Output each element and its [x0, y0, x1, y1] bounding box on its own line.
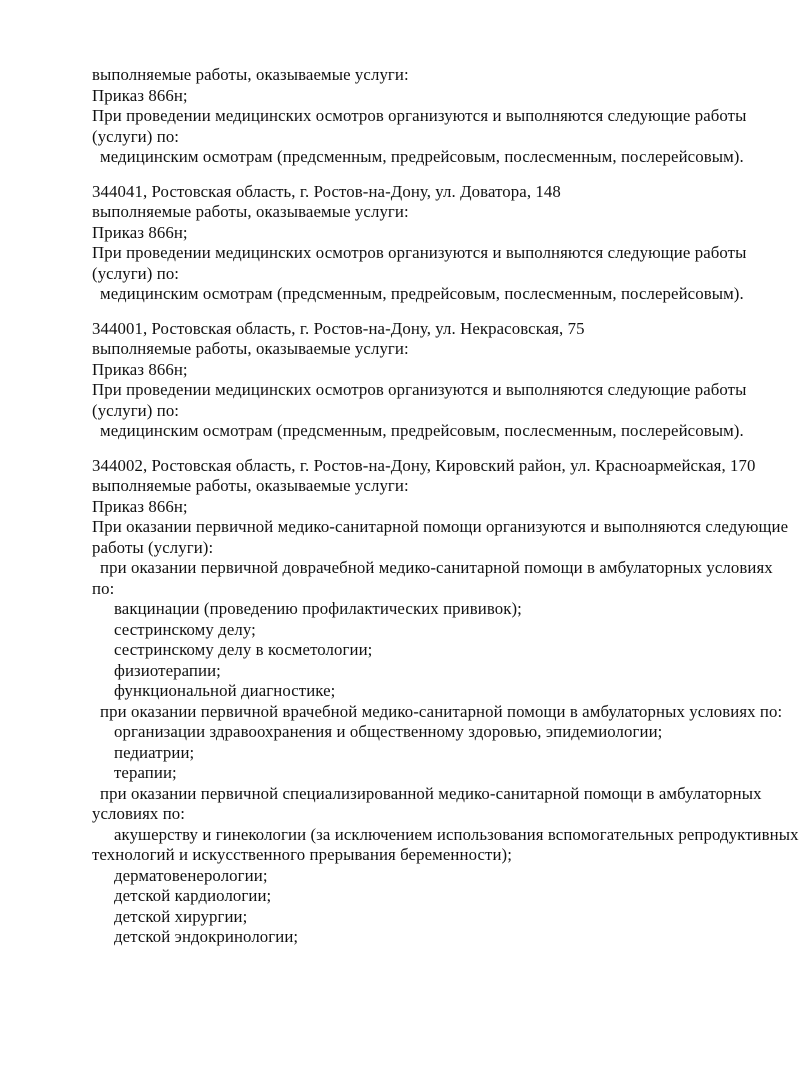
document-line: выполняемые работы, оказываемые услуги:	[92, 202, 409, 221]
document-line: При проведении медицинских осмотров организуются и выполняются следующие работы	[92, 243, 747, 262]
document-line: медицинским осмотрам (предсменным, предрейсовым, послесменным, послерейсовым).	[100, 284, 744, 303]
document-line: 344002, Ростовская область, г. Ростов-на-Дону, Кировский район, ул. Красноармейская, 170	[92, 455, 756, 475]
document-line: вакцинации (проведению профилактических прививок);	[114, 599, 522, 618]
document-line: сестринскому делу в косметологии;	[114, 640, 373, 659]
address-block-344041	[92, 182, 767, 305]
document-line: выполняемые работы, оказываемые услуги:	[92, 339, 409, 358]
document-line: Приказ 866н;	[92, 222, 188, 242]
document-line: физиотерапии;	[114, 660, 221, 680]
document-line: акушерству и гинекологии (за исключением использования вспомогательных репродуктивных	[114, 824, 799, 844]
document-line: При проведении медицинских осмотров организуются и выполняются следующие работы	[92, 380, 747, 399]
document-line: по:	[92, 578, 115, 598]
document-line: медицинским осмотрам (предсменным, предрейсовым, послесменным, послерейсовым).	[100, 421, 744, 440]
document-line: терапии;	[114, 763, 177, 782]
document-line: выполняемые работы, оказываемые услуги:	[92, 476, 409, 495]
document-line: детской кардиологии;	[114, 886, 272, 905]
document-line: 344001, Ростовская область, г. Ростов-на-Дону, ул. Некрасовская, 75	[92, 318, 585, 338]
document-line: функциональной диагностике;	[114, 681, 336, 700]
document-line: детской хирургии;	[114, 906, 248, 926]
document-line: 344041, Ростовская область, г. Ростов-на-Дону, ул. Доватора, 148	[92, 181, 561, 201]
document-line: условиях по:	[92, 804, 186, 823]
document-line: при оказании первичной доврачебной медико-санитарной помощи в амбулаторных условиях	[100, 558, 773, 577]
document-line: технологий и искусственного прерывания беременности);	[92, 845, 512, 864]
document-line: работы (услуги):	[92, 537, 214, 557]
document-line: Приказ 866н;	[92, 85, 188, 105]
document-line: медицинским осмотрам (предсменным, предрейсовым, послесменным, послерейсовым).	[100, 147, 744, 166]
document-line: сестринскому делу;	[114, 619, 256, 639]
address-block-344002	[92, 455, 799, 948]
document-line: педиатрии;	[114, 742, 195, 762]
document-line: (услуги) по:	[92, 263, 180, 283]
document-line: детской эндокринологии;	[114, 927, 299, 946]
document-content	[92, 65, 799, 948]
document-line: (услуги) по:	[92, 126, 180, 146]
document-line: дерматовенерологии;	[114, 865, 268, 885]
document-line: При проведении медицинских осмотров организуются и выполняются следующие работы	[92, 106, 747, 125]
document-line: выполняемые работы, оказываемые услуги:	[92, 65, 409, 84]
address-block-344001	[92, 319, 767, 442]
document-line: организации здравоохранения и общественному здоровью, эпидемиологии;	[114, 722, 663, 741]
services-block-continuation	[92, 65, 767, 168]
document-line: (услуги) по:	[92, 400, 180, 420]
document-line: Приказ 866н;	[92, 359, 188, 379]
document-line: При оказании первичной медико-санитарной помощи организуются и выполняются следующие	[92, 517, 789, 536]
document-line: Приказ 866н;	[92, 496, 188, 516]
document-line: при оказании первичной врачебной медико-санитарной помощи в амбулаторных условиях по:	[100, 701, 783, 721]
document-line: при оказании первичной специализированной медико-санитарной помощи в амбулаторных	[100, 783, 762, 803]
